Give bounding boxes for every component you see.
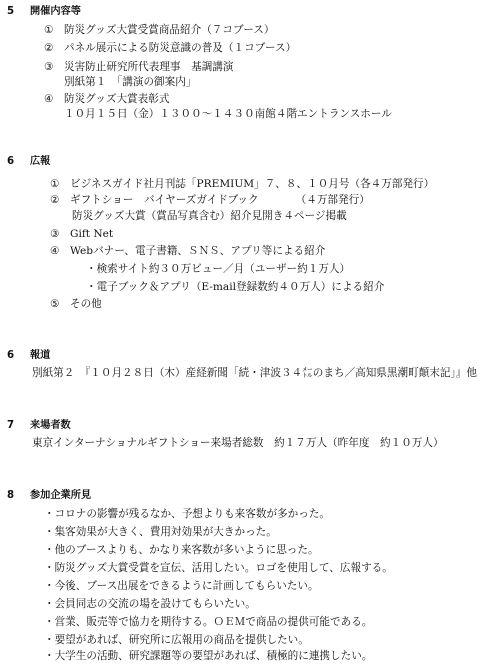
- list-item-text: その他: [70, 298, 102, 310]
- list-marker: ①: [44, 24, 54, 36]
- list-item: ・要望があれば、研究所に広報用の商品を提供したい。: [44, 634, 309, 646]
- list-sub-item: ・検索サイト約３０万ビュー／月（ユーザー約１万人）: [86, 263, 351, 275]
- section-7-number: 7: [7, 420, 15, 431]
- section-8-heading: 参加企業所見: [30, 490, 92, 501]
- list-item-text: 防災グッズ大賞表彰式: [64, 93, 170, 105]
- list-item: [50, 178, 434, 191]
- list-sub-item: ・電子ブック＆アプリ（E-mail登録数約４０万人）による紹介: [86, 281, 385, 293]
- list-marker: ①: [50, 178, 60, 190]
- list-item-text: ギフトショー バイヤーズガイドブック （４万部発行）: [70, 194, 370, 206]
- list-item: ・コロナの影響が残るなか、予想よりも来客数が多かった。: [44, 508, 331, 520]
- list-item-text: ビジネスガイド社月刊誌「PREMIUM」７、８、１０月号（各４万部発行）: [70, 178, 435, 190]
- section-6-heading: 広報: [30, 156, 51, 167]
- list-item-continuation: １０月１５日（金）１３００～１４３０南館４階エントランスホール: [64, 108, 392, 120]
- list-item: [44, 61, 234, 74]
- list-item-text: Webバナー、電子書籍、ＳＮＳ、アプリ等による紹介: [70, 245, 326, 257]
- list-item: [44, 24, 275, 37]
- list-item: [50, 194, 370, 207]
- list-item-text: Gift Net: [70, 228, 114, 240]
- list-item-continuation: 防災グッズ大賞（賞品写真含む）紹介見開き４ページ掲載: [72, 210, 347, 222]
- list-item-continuation: 別紙第１ 「講演の御案内」: [64, 76, 197, 88]
- list-item: [44, 93, 169, 106]
- list-item: ・防災グッズ大賞受賞を宣伝、活用したい。ロゴを使用して、広報する。: [44, 562, 393, 574]
- section-7-heading: 来場者数: [30, 420, 71, 431]
- list-marker: ④: [44, 93, 54, 105]
- list-item: ・大学生の活動、研究課題等の要望があれば、積極的に連携したい。: [44, 650, 373, 662]
- list-item: [50, 245, 325, 258]
- list-item: [44, 42, 296, 55]
- list-item-text: 防災グッズ大賞受賞商品紹介（７コブース）: [64, 24, 275, 36]
- list-item: ・営業、販売等で協力を期待する。ＯＥＭで商品の提供可能である。: [44, 616, 373, 628]
- section-8-number: 8: [7, 490, 15, 501]
- list-item: ・他のブースよりも、かなり来客数が多いように思った。: [44, 544, 319, 556]
- list-item: ・集客効果が大きく、費用対効果が大きかった。: [44, 526, 277, 538]
- list-marker: ②: [50, 194, 60, 206]
- list-item: [50, 298, 102, 311]
- section-press-number: 6: [7, 350, 15, 361]
- list-marker: ⑤: [50, 298, 60, 310]
- list-item-text: パネル展示による防災意識の普及（１コブース）: [64, 42, 297, 54]
- list-marker: ③: [44, 61, 54, 73]
- list-marker: ③: [50, 228, 60, 240]
- list-item-text: 災害防止研究所代表理事 基調講演: [64, 61, 234, 73]
- section-7-body: 東京インターナショナルギフトショー来場者総数 約１７万人（昨年度 約１０万人）: [32, 437, 444, 449]
- list-item: ・今後、ブース出展をできるように計画してもらいたい。: [44, 580, 319, 592]
- section-5-number: 5: [7, 6, 15, 17]
- list-marker: ④: [50, 245, 60, 257]
- section-6-number: 6: [7, 156, 15, 167]
- list-marker: ②: [44, 42, 54, 54]
- section-press-body: 別紙第２ 『１０月２８日（木）産経新聞「続・津波３４㍍のまち／高知県黒潮町顛末記」』他: [32, 367, 477, 379]
- list-item: ・会員同志の交流の場を設けてもらいたい。: [44, 598, 256, 610]
- list-item: [50, 228, 113, 241]
- section-press-heading: 報道: [30, 350, 51, 361]
- section-5-heading: 開催内容等: [30, 6, 81, 17]
